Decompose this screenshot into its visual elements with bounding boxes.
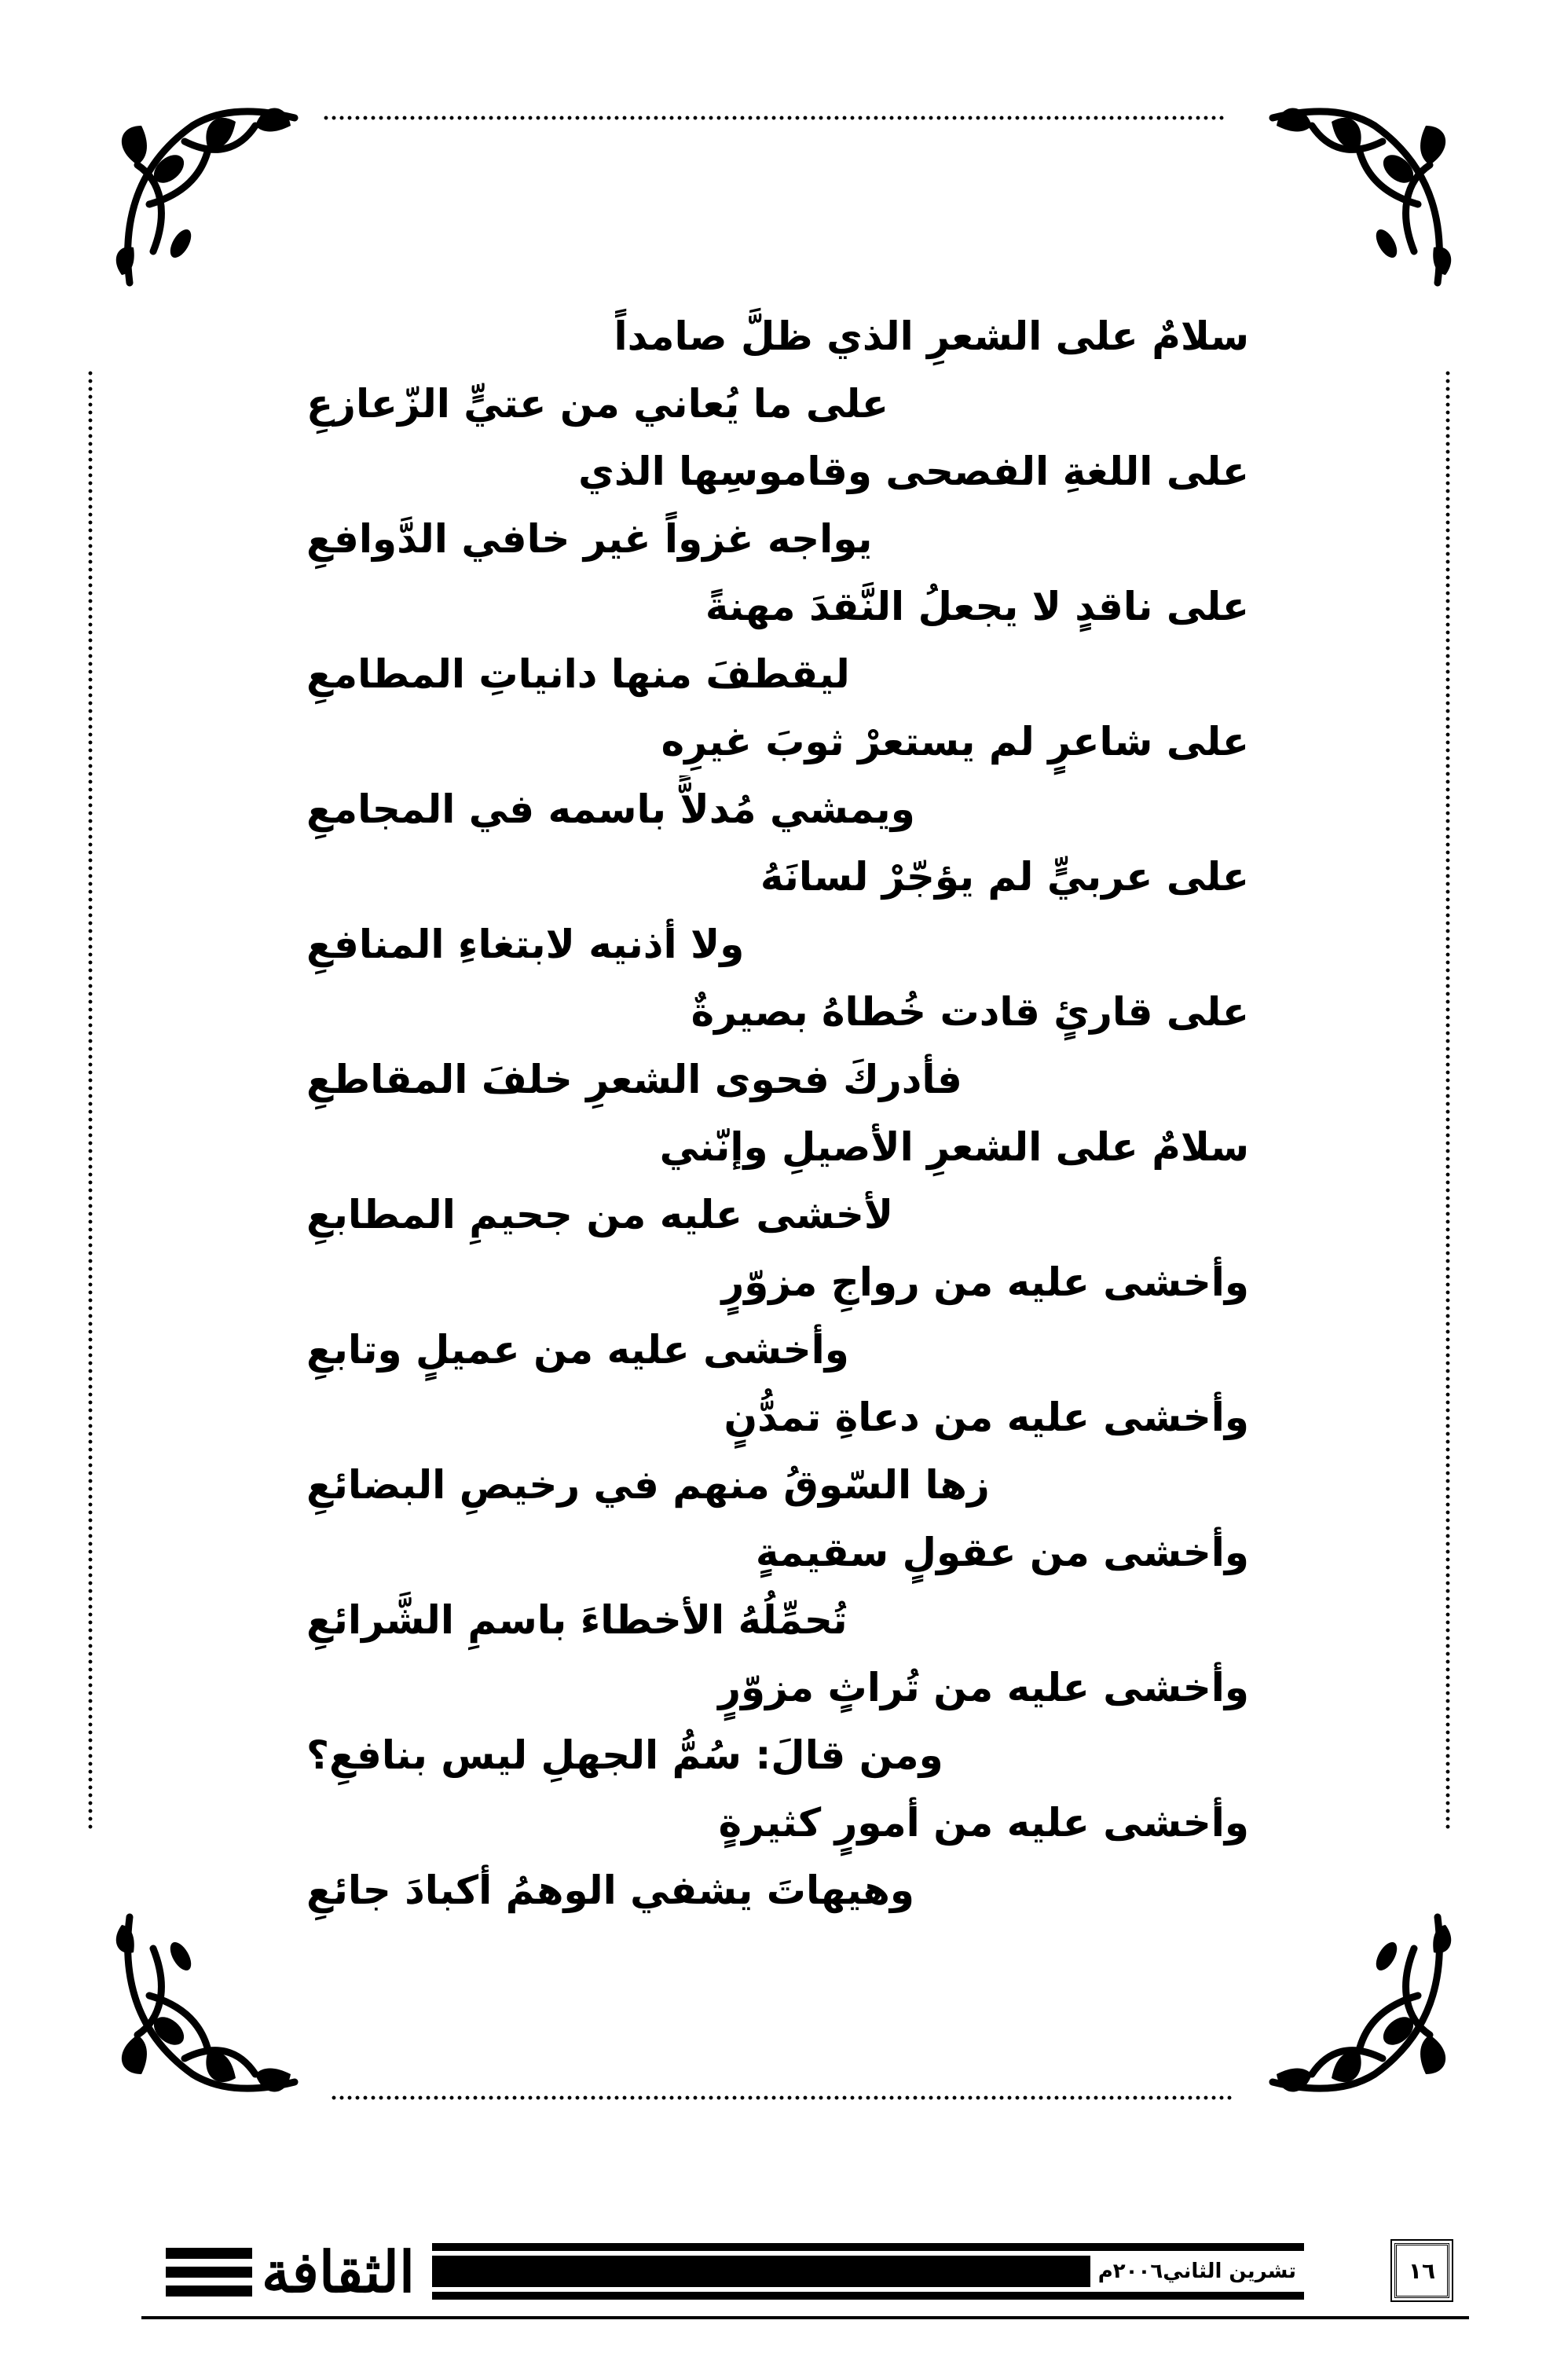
verse-ajuz: وهيهاتَ يشفي الوهمُ أكبادَ جائعِ xyxy=(306,1868,914,1913)
left-dotted-border xyxy=(86,369,104,1831)
verse-sadr: سلامٌ على الشعرِ الأصيلِ وإنّني xyxy=(659,1124,1249,1170)
verse-sadr: على قارئٍ قادت خُطاهُ بصيرةٌ xyxy=(691,989,1249,1035)
verse-sadr: وأخشى عليه من تُراثٍ مزوّرٍ xyxy=(718,1665,1249,1710)
verse-sadr: وأخشى من عقولٍ سقيمةٍ xyxy=(755,1530,1249,1575)
verse-ajuz: ويمشي مُدلاًّ باسمه في المجامعِ xyxy=(306,786,915,832)
top-dotted-border xyxy=(322,114,1225,130)
verse-ajuz: لأخشى عليه من جحيمِ المطابعِ xyxy=(306,1192,894,1237)
verse-sadr: على ناقدٍ لا يجعلُ النَّقدَ مهنةً xyxy=(705,584,1249,629)
page-number: ١٦ xyxy=(1394,2243,1449,2298)
verse-ajuz: وأخشى عليه من عميلٍ وتابعِ xyxy=(306,1327,849,1373)
issue-date: تشرين الثاني٢٠٠٦م xyxy=(1090,2256,1304,2287)
footer-rule-thin xyxy=(432,2292,1304,2300)
verse-ajuz: يواجه غزواً غير خافي الدَّوافعِ xyxy=(306,516,873,562)
right-dotted-border xyxy=(1444,369,1461,1831)
magazine-masthead xyxy=(141,2238,424,2305)
corner-ornament-icon xyxy=(1257,94,1461,299)
verse-sadr: على شاعرٍ لم يستعرْ ثوبَ غيرِه xyxy=(661,719,1249,764)
corner-ornament-icon xyxy=(1257,1901,1461,2106)
bottom-rule xyxy=(141,2316,1469,2319)
corner-ornament-icon xyxy=(106,1901,310,2106)
footer-rule-thick xyxy=(432,2256,1304,2287)
magazine-title: الثقافة xyxy=(261,2238,415,2305)
page-footer xyxy=(141,2235,1461,2306)
footer-rule-thin xyxy=(432,2243,1304,2251)
verse-ajuz: تُحمِّلُهُ الأخطاءَ باسمِ الشَّرائعِ xyxy=(306,1597,848,1643)
verse-ajuz: ولا أذنيه لابتغاءِ المنافعِ xyxy=(306,922,745,967)
verse-ajuz: ليقطفَ منها دانياتِ المطامعِ xyxy=(306,651,850,697)
verse-ajuz: ومن قالَ: سُمُّ الجهلِ ليس بنافعِ؟ xyxy=(306,1732,943,1778)
verse-ajuz: على ما يُعاني من عتيٍّ الزّعازعِ xyxy=(306,381,889,427)
poem xyxy=(299,302,1265,1924)
masthead-bars xyxy=(166,2248,252,2297)
verse-ajuz: زها السّوقُ منهم في رخيصِ البضائعِ xyxy=(306,1462,990,1508)
verse-sadr: وأخشى عليه من أمورٍ كثيرةٍ xyxy=(718,1800,1249,1846)
verse-sadr: وأخشى عليه من رواجِ مزوّرٍ xyxy=(721,1259,1249,1305)
verse-ajuz: فأدركَ فحوى الشعرِ خلفَ المقاطعِ xyxy=(306,1057,962,1102)
verse-sadr: وأخشى عليه من دعاةِ تمدُّنٍ xyxy=(724,1395,1249,1440)
bottom-dotted-border xyxy=(330,2094,1233,2110)
verse-sadr: على عربيٍّ لم يؤجّرْ لسانَهُ xyxy=(760,854,1249,900)
footer-rule xyxy=(432,2243,1304,2301)
corner-ornament-icon xyxy=(106,94,310,299)
verse-sadr: على اللغةِ الفصحى وقاموسِها الذي xyxy=(578,449,1249,494)
verse-sadr: سلامٌ على الشعرِ الذي ظلَّ صامداً xyxy=(614,313,1249,359)
